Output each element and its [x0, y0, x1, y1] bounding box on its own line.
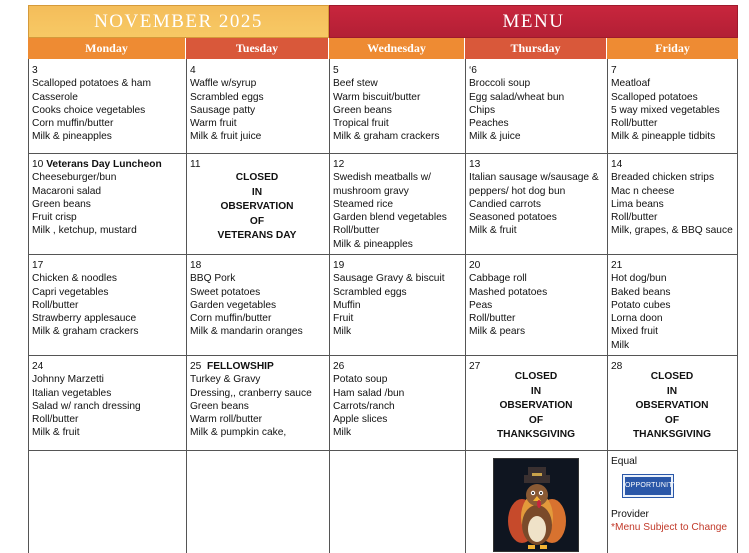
menu-item: Sausage patty	[190, 104, 256, 116]
menu-item: Baked beans	[611, 286, 671, 298]
menu-item: Warm fruit	[190, 118, 237, 130]
menu-item: Fruit	[333, 313, 354, 325]
menu-item: Mashed potatoes	[469, 286, 548, 298]
menu-item: Green beans	[190, 400, 249, 412]
day-cell-nov-7	[607, 61, 737, 144]
menu-item: mushroom gravy	[333, 185, 409, 197]
date-line	[32, 158, 185, 171]
date-number: 19	[333, 260, 345, 271]
equal-text: Equal	[611, 456, 638, 467]
menu-item: Meatloaf	[611, 78, 651, 90]
closed-text: OBSERVATION	[499, 400, 573, 411]
day-cell-nov-5	[329, 61, 464, 144]
menu-item: Scalloped potatoes & ham	[32, 78, 151, 90]
grid-divider	[29, 450, 737, 451]
day-header-friday: Friday	[607, 38, 738, 59]
date-number: 4	[190, 65, 196, 76]
menu-item: Sweet potatoes	[190, 286, 261, 298]
day-cell-nov-11	[186, 155, 328, 171]
day-cell-nov-3	[28, 61, 185, 144]
date-number: 18	[190, 260, 202, 271]
menu-item: Green beans	[32, 198, 91, 210]
date-number: 17	[32, 260, 44, 271]
day-cell-nov-12	[329, 155, 464, 251]
menu-item: Roll/butter	[32, 299, 79, 311]
menu-item: Milk & pineapple tidbits	[611, 131, 716, 143]
menu-item: Cooks choice vegetables	[32, 104, 146, 116]
closed-text: VETERANS DAY	[217, 230, 297, 241]
menu-item: Milk & juice	[469, 131, 521, 143]
menu-item: Potato cubes	[611, 299, 671, 311]
menu-item: Candied carrots	[469, 198, 541, 210]
grid-divider	[29, 254, 737, 255]
menu-item: Warm roll/butter	[190, 414, 263, 426]
menu-item: Milk & graham crackers	[32, 326, 139, 338]
event-label: Veterans Day Luncheon	[46, 159, 162, 170]
date-number: 13	[469, 159, 481, 170]
menu-item: Roll/butter	[333, 225, 380, 237]
menu-item: Cabbage roll	[469, 273, 527, 285]
date-number: 26	[333, 361, 345, 372]
menu-item: Muffin	[333, 299, 361, 311]
day-cell-nov-18	[186, 256, 328, 339]
footer-notice	[607, 452, 737, 468]
menu-item: Roll/butter	[611, 118, 658, 130]
closed-text: CLOSED	[235, 172, 279, 183]
date-number: 12	[333, 159, 345, 170]
menu-item: Potato soup	[333, 374, 388, 386]
provider-text: Provider	[611, 509, 649, 520]
day-cell-nov-10	[28, 155, 185, 238]
menu-item: BBQ Pork	[190, 273, 236, 285]
closed-text: OBSERVATION	[220, 201, 294, 212]
month-title: NOVEMBER 2025	[94, 11, 263, 32]
day-cell-nov-4	[186, 61, 328, 144]
menu-header	[329, 5, 738, 38]
menu-item: Carrots/ranch	[333, 400, 395, 412]
menu-item: Mixed fruit	[611, 326, 658, 338]
turkey-pilgrim-icon	[494, 459, 579, 552]
menu-title: MENU	[502, 11, 565, 32]
opportunity-text: OPPORTUNITY	[625, 477, 671, 495]
menu-item: Milk & pears	[469, 326, 526, 338]
menu-item: 5 way mixed vegetables	[611, 104, 720, 116]
menu-item: Scrambled eggs	[190, 91, 264, 103]
menu-item: Italian sausage w/sausage &	[469, 172, 599, 184]
menu-item: Capri vegetables	[32, 286, 109, 298]
menu-item: Green beans	[333, 104, 392, 116]
menu-item: Garden vegetables	[190, 299, 277, 311]
menu-item: Apple slices	[333, 414, 388, 426]
date-number: 27	[469, 361, 481, 372]
day-cell-nov-14	[607, 155, 737, 238]
date-line	[190, 360, 328, 373]
date-number: 21	[611, 260, 623, 271]
menu-item: Lima beans	[611, 198, 664, 210]
menu-item: Roll/butter	[469, 313, 516, 325]
day-cell-nov-25	[186, 357, 328, 440]
menu-item: Roll/butter	[611, 212, 658, 224]
menu-item: Chicken & noodles	[32, 273, 117, 285]
menu-item: Milk & graham crackers	[333, 131, 440, 143]
menu-item: Corn muffin/butter	[190, 313, 272, 325]
closed-notice-veterans-day	[186, 171, 328, 244]
menu-item: Sausage Gravy & biscuit	[333, 273, 445, 285]
menu-item: Beef stew	[333, 78, 378, 90]
menu-item: Garden blend vegetables	[333, 212, 447, 224]
menu-item: peppers/ hot dog bun	[469, 185, 566, 197]
date-number: 11	[190, 159, 201, 170]
day-cell-nov-21	[607, 256, 737, 352]
turkey-pilgrim-image	[493, 458, 579, 552]
menu-item: Milk , ketchup, mustard	[32, 225, 137, 237]
date-number: 10	[32, 159, 44, 170]
menu-item: Peas	[469, 299, 493, 311]
closed-text: OF	[528, 414, 544, 426]
date-number: 28	[611, 361, 623, 372]
date-number: 7	[611, 65, 617, 76]
menu-item: Steamed rice	[333, 198, 394, 210]
menu-item: Milk	[611, 339, 630, 351]
closed-text: CLOSED	[514, 371, 558, 382]
menu-item: Peaches	[469, 118, 509, 130]
menu-item: Lorna doon	[611, 313, 663, 325]
menu-item: Casserole	[32, 91, 78, 103]
closed-text: IN	[530, 385, 542, 397]
menu-item: Salad w/ ranch dressing	[32, 400, 141, 412]
menu-item: Milk	[333, 427, 352, 439]
day-header-monday: Monday	[28, 38, 186, 59]
menu-item: Corn muffin/butter	[32, 118, 114, 130]
date-number: 25	[190, 361, 202, 372]
day-cell-nov-20	[465, 256, 606, 339]
closed-text: OF	[664, 414, 680, 426]
closed-text: IN	[666, 385, 678, 397]
menu-item: Johnny Marzetti	[32, 374, 104, 386]
closed-notice-thanksgiving-friday	[607, 370, 737, 443]
date-number: 5	[333, 65, 339, 76]
menu-item: Milk	[333, 326, 352, 338]
menu-item: Milk & fruit	[32, 427, 80, 439]
closed-text: OBSERVATION	[635, 400, 709, 411]
menu-item: Italian vegetables	[32, 387, 112, 399]
date-number: 24	[32, 361, 44, 372]
menu-item: Chips	[469, 104, 496, 116]
menu-item: Mac n cheese	[611, 185, 675, 197]
date-number: ‘6	[469, 65, 477, 76]
date-number: 14	[611, 159, 623, 170]
menu-item: Milk & pumpkin cake,	[190, 427, 287, 439]
menu-item: Scrambled eggs	[333, 286, 407, 298]
menu-item: Milk & pineapples	[32, 131, 112, 143]
menu-item: Egg salad/wheat bun	[469, 91, 565, 103]
menu-change-note: *Menu Subject to Change	[611, 522, 728, 534]
menu-item: Macaroni salad	[32, 185, 102, 197]
menu-item: Milk & fruit	[469, 225, 517, 237]
menu-item: Strawberry applesauce	[32, 313, 137, 325]
closed-text: CLOSED	[650, 371, 694, 382]
menu-item: Swedish meatballs w/	[333, 172, 431, 184]
footer-provider	[607, 505, 747, 535]
day-cell-nov-24	[28, 357, 185, 440]
menu-item: Milk & pineapples	[333, 238, 413, 250]
menu-item: Scalloped potatoes	[611, 91, 698, 103]
menu-item: Milk, grapes, & BBQ sauce	[611, 225, 733, 237]
day-header-wednesday: Wednesday	[329, 38, 465, 59]
day-header-row	[28, 38, 738, 59]
menu-item: Milk & mandarin oranges	[190, 326, 303, 338]
day-cell-nov-19	[329, 256, 464, 339]
event-label: FELLOWSHIP	[207, 361, 274, 372]
menu-item: Dressing,, cranberry sauce	[190, 387, 312, 399]
menu-item: Roll/butter	[32, 414, 79, 426]
menu-item: Broccoli soup	[469, 78, 531, 90]
day-cell-nov-6	[465, 61, 606, 144]
menu-item: Fruit crisp	[32, 212, 77, 224]
menu-item: Warm biscuit/butter	[333, 91, 421, 103]
day-cell-nov-13	[465, 155, 606, 238]
day-cell-nov-26	[329, 357, 464, 440]
menu-item: Hot dog/bun	[611, 273, 667, 285]
equal-opportunity-logo	[622, 474, 678, 498]
day-cell-nov-17	[28, 256, 185, 339]
date-number: 20	[469, 260, 481, 271]
day-header-tuesday: Tuesday	[186, 38, 329, 59]
closed-text: THANKSGIVING	[632, 429, 712, 440]
menu-item: Turkey & Gravy	[190, 374, 261, 386]
closed-text: THANKSGIVING	[496, 429, 576, 440]
day-header-thursday: Thursday	[465, 38, 607, 59]
menu-item: Waffle w/syrup	[190, 78, 257, 90]
menu-item: Breaded chicken strips	[611, 172, 715, 184]
date-number: 3	[32, 65, 38, 76]
closed-text: OF	[249, 215, 265, 227]
month-header	[28, 5, 329, 38]
menu-item: Tropical fruit	[333, 118, 389, 130]
closed-notice-thanksgiving	[465, 370, 607, 443]
closed-text: IN	[251, 186, 263, 198]
menu-item: Ham salad /bun	[333, 387, 405, 399]
menu-item: Seasoned potatoes	[469, 212, 557, 224]
grid-divider	[29, 355, 737, 356]
menu-item: Cheeseburger/bun	[32, 172, 117, 184]
menu-item: Milk & fruit juice	[190, 131, 262, 143]
grid-divider	[29, 153, 737, 154]
